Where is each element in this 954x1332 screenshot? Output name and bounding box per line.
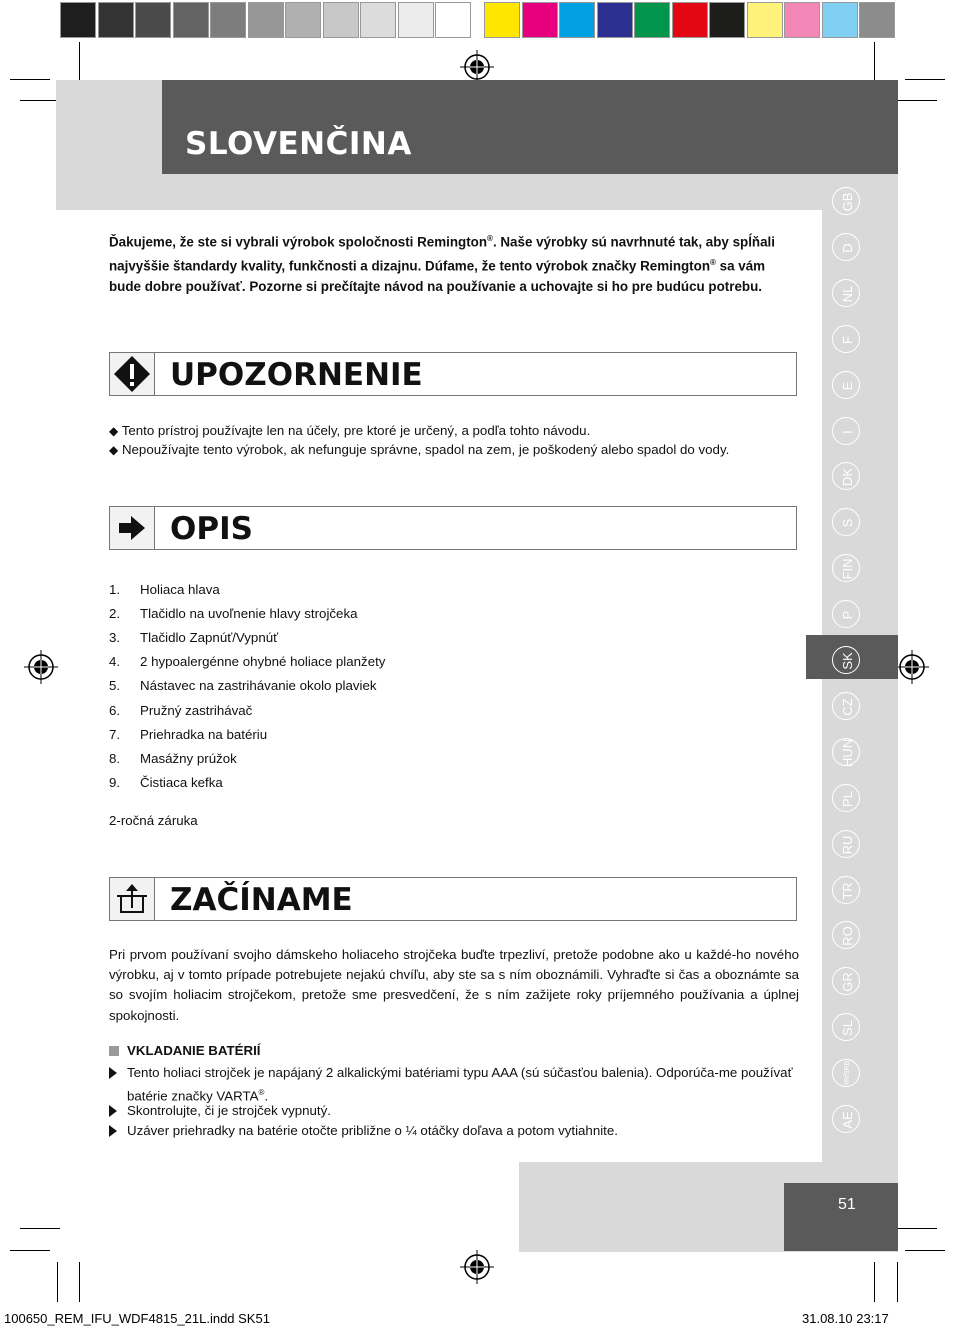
warning-item	[109, 423, 590, 438]
color-swatch	[634, 2, 670, 38]
language-tab-gr[interactable]	[832, 967, 860, 995]
language-tab-label: NL	[839, 285, 855, 303]
list-item-text: Tlačidlo na uvoľnenie hlavy strojčeka	[140, 606, 358, 622]
section-getting-started-header	[109, 877, 797, 921]
exclamation-icon	[110, 353, 155, 395]
registered-mark: ®	[710, 257, 716, 267]
language-tab-label: GR	[839, 972, 855, 992]
crop-mark	[905, 1250, 945, 1251]
crop-mark	[897, 1228, 937, 1229]
language-tab-label: AE	[839, 1111, 855, 1129]
registered-mark: ®	[258, 1087, 265, 1097]
color-swatch	[398, 2, 434, 38]
language-tab-nl[interactable]	[832, 279, 860, 307]
list-item	[109, 582, 709, 600]
color-swatch	[435, 2, 471, 38]
color-swatch	[859, 2, 895, 38]
crop-mark	[57, 1262, 58, 1302]
language-tab-label: S	[839, 518, 855, 528]
language-tab-d[interactable]	[832, 233, 860, 261]
battery-step	[109, 1121, 799, 1141]
language-tab-label: TR	[839, 882, 855, 900]
language-tab-label: HUN	[839, 738, 855, 768]
list-item	[109, 775, 709, 793]
language-tab-gb[interactable]	[832, 187, 860, 215]
list-item-number: 3.	[109, 630, 121, 646]
crop-mark	[874, 1262, 875, 1302]
language-tab-label: HR/SRB	[843, 1060, 851, 1088]
color-swatch	[597, 2, 633, 38]
language-tab-sl[interactable]	[832, 1013, 860, 1041]
crop-mark	[20, 1228, 60, 1229]
list-item-text: Čistiaca kefka	[140, 774, 223, 790]
section-description-header	[109, 506, 797, 550]
language-tab-hun[interactable]	[832, 738, 860, 766]
color-swatch	[822, 2, 858, 38]
registration-mark-icon	[460, 50, 494, 84]
crop-mark	[905, 79, 945, 80]
warranty-note	[109, 813, 198, 828]
color-swatch	[784, 2, 820, 38]
list-item-number: 2.	[109, 606, 121, 622]
battery-step	[109, 1063, 799, 1103]
color-swatch	[484, 2, 520, 38]
battery-step-body: Tento holiaci strojček je napájaný 2 alkalickými batériami typu AAA (sú súčasťou balenia). Odporúča-me používať batérie značky VARTA	[127, 1065, 793, 1103]
language-tab-i[interactable]	[832, 417, 860, 445]
language-tab-label: P	[839, 610, 855, 620]
list-item	[109, 678, 709, 696]
list-item	[109, 606, 709, 624]
list-item	[109, 654, 709, 672]
language-tab-ro[interactable]	[832, 921, 860, 949]
section-title: ZAČÍNAME	[170, 882, 353, 918]
language-tab-dk[interactable]	[832, 462, 860, 490]
battery-step-text: Uzáver priehradky na batérie otočte približne o ¼ otáčky doľava a potom vytiahnite.	[127, 1123, 618, 1138]
crop-mark	[10, 79, 50, 80]
triangle-bullet-icon	[109, 1067, 117, 1079]
list-item-text: Nástavec na zastrihávanie okolo plaviek	[140, 678, 377, 694]
list-item-text: Masážny prúžok	[140, 750, 237, 766]
language-tab-ae[interactable]	[832, 1105, 860, 1133]
language-tab-s[interactable]	[832, 508, 860, 536]
list-item-text: Holiaca hlava	[140, 582, 220, 597]
section-title: UPOZORNENIE	[170, 357, 423, 393]
list-item-text: Pružný zastrihávač	[140, 702, 253, 718]
color-swatch	[522, 2, 558, 38]
list-item-number: 8.	[109, 750, 121, 766]
page-number: 51	[838, 1196, 856, 1213]
square-bullet-icon	[109, 1046, 119, 1056]
page-title: SLOVENČINA	[185, 126, 412, 162]
language-tab-label: DK	[839, 467, 855, 487]
crop-mark	[897, 100, 937, 101]
language-tab-ru[interactable]	[832, 830, 860, 858]
list-item-number: 9.	[109, 774, 121, 790]
color-swatch	[559, 2, 595, 38]
triangle-bullet-icon	[109, 1125, 117, 1137]
language-tab-label: RU	[839, 835, 855, 855]
list-item	[109, 751, 709, 769]
list-item	[109, 727, 709, 745]
list-item	[109, 703, 709, 721]
color-swatch	[60, 2, 96, 38]
language-tab-label: SK	[839, 652, 855, 670]
color-swatch	[98, 2, 134, 38]
language-tab-pl[interactable]	[832, 784, 860, 812]
warning-item	[109, 442, 729, 457]
language-tab-hr-srb[interactable]	[832, 1059, 860, 1087]
color-swatch	[285, 2, 321, 38]
crop-mark	[10, 1250, 50, 1251]
footer-date: 31.08.10 23:17	[802, 1311, 889, 1326]
battery-step-text	[127, 1063, 797, 1105]
color-swatch	[323, 2, 359, 38]
language-tab-p[interactable]	[832, 600, 860, 628]
language-tab-label: I	[839, 430, 855, 434]
warning-diamond-icon: ◆	[109, 443, 119, 457]
list-item-text: Priehradka na batériu	[140, 726, 268, 742]
language-tab-label: CZ	[839, 698, 855, 716]
color-swatch	[672, 2, 708, 38]
footer-file-info: 100650_REM_IFU_WDF4815_21L.indd SK51	[4, 1311, 270, 1326]
battery-step-tail: .	[264, 1087, 269, 1103]
list-item-number: 5.	[109, 678, 121, 694]
crop-mark	[897, 1262, 898, 1302]
language-tab-label: F	[839, 336, 855, 344]
language-tab-label: E	[839, 381, 855, 391]
battery-step-text: Skontrolujte, či je strojček vypnutý.	[127, 1103, 331, 1118]
triangle-bullet-icon	[109, 1105, 117, 1117]
language-tab-e[interactable]	[832, 371, 860, 399]
language-tab-tr[interactable]	[832, 876, 860, 904]
battery-step	[109, 1101, 799, 1121]
section-title: OPIS	[170, 511, 253, 547]
list-item-text: Tlačidlo Zapnúť/Vypnúť	[140, 630, 279, 646]
list-item-number: 4.	[109, 654, 121, 670]
list-item-number: 1.	[109, 582, 121, 597]
section-warning-header	[109, 352, 797, 396]
language-tab-sk[interactable]	[832, 646, 860, 674]
page-number-box	[784, 1183, 898, 1251]
list-item	[109, 630, 709, 648]
warranty-text: 2-ročná záruka	[109, 813, 198, 828]
box-arrow-up-icon	[110, 878, 155, 920]
getting-started-paragraph: Pri prvom používaní svojho dámskeho holiaceho strojčeka buďte trpezliví, pretože podobne ako u každé-ho nového výrobku, aj v tomto prípade potrebujete nejakú chvíľu, aby ste sa s ním oboznámili. Vyhraďte si čas a oboznámte sa so svojím holiacim strojčekom, pretože sme presvedčení, že s ním zažijete roky príjemného používania a úplnej spokojnosti.	[109, 947, 799, 1023]
intro-text: sa vám bude dobre používať. Pozorne si prečítajte návod na používanie a uchovajte si ho pre budúcu potrebu.	[109, 258, 766, 294]
color-swatch	[747, 2, 783, 38]
crop-mark	[20, 100, 60, 101]
color-swatch	[135, 2, 171, 38]
language-tab-f[interactable]	[832, 325, 860, 353]
list-item-number: 7.	[109, 726, 121, 742]
language-tab-label: GB	[839, 192, 855, 212]
language-tab-fin[interactable]	[832, 554, 860, 582]
language-tab-label: SL	[839, 1020, 855, 1036]
list-item-text: 2 hypoalergénne ohybné holiace planžety	[140, 654, 386, 670]
intro-text: . Naše výrobky sú navrhnuté tak, aby spĺňali najvyššie štandardy kvality, funkčnosti a dizajnu. Dúfame, že tento výrobok značky Remington	[109, 234, 775, 274]
registration-mark-icon	[460, 1250, 494, 1284]
crop-mark	[79, 1262, 80, 1302]
language-tab-cz[interactable]	[832, 692, 860, 720]
warning-diamond-icon: ◆	[109, 424, 119, 438]
intro-text: Ďakujeme, že ste si vybrali výrobok spoločnosti Remington	[109, 234, 488, 250]
batteries-heading	[109, 1043, 260, 1058]
arrow-right-icon	[110, 507, 155, 549]
batteries-heading-text: VKLADANIE BATÉRIÍ	[127, 1043, 261, 1058]
language-tab-label: PL	[839, 791, 855, 807]
color-swatch	[248, 2, 284, 38]
registration-mark-icon	[895, 650, 929, 684]
color-swatch	[173, 2, 209, 38]
registered-mark: ®	[487, 234, 493, 243]
language-tab-label: D	[839, 243, 855, 253]
color-swatch	[709, 2, 745, 38]
color-swatch	[360, 2, 396, 38]
warning-text: Nepoužívajte tento výrobok, ak nefunguje správne, spadol na zem, je poškodený alebo spadol do vody.	[121, 442, 730, 457]
warning-text: Tento prístroj používajte len na účely, pre ktoré je určený, a podľa tohto návodu.	[121, 423, 591, 438]
registration-mark-icon	[24, 650, 58, 684]
language-tab-label: RO	[839, 926, 855, 946]
color-swatch	[210, 2, 246, 38]
intro-paragraph	[109, 229, 799, 297]
language-tab-label: FIN	[839, 558, 855, 580]
list-item-number: 6.	[109, 702, 121, 718]
